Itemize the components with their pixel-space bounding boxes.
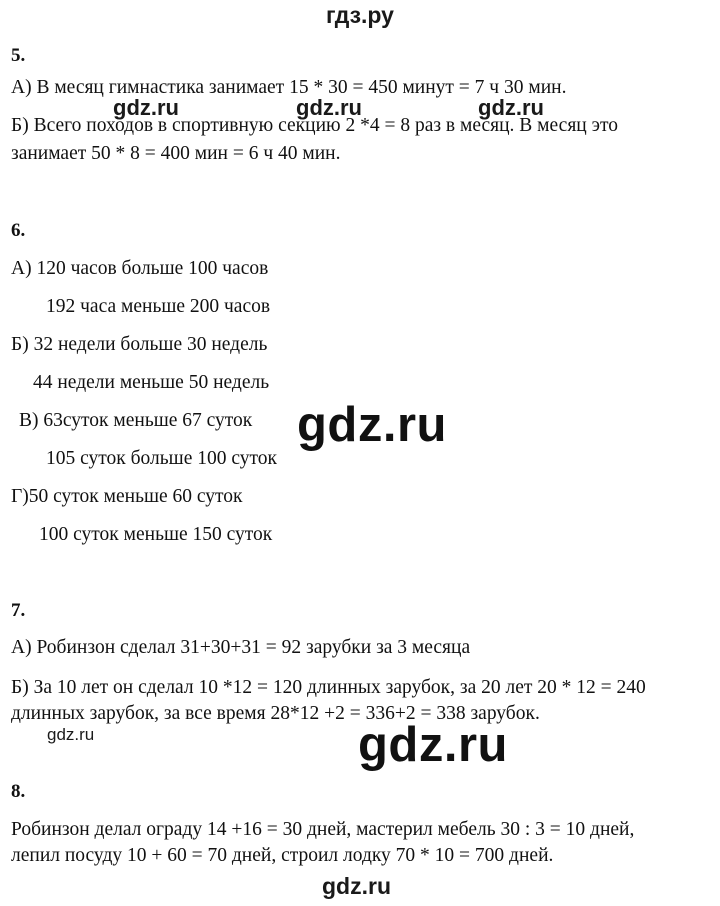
section-6-line: В) 63суток меньше 67 суток	[19, 410, 253, 431]
section-8-line-1: Робинзон делал ограду 14 +16 = 30 дней, мастерил мебель 30 : 3 = 10 дней,	[11, 819, 635, 840]
section-7-number: 7.	[11, 600, 26, 621]
watermark-gdz-footer: gdz.ru	[322, 873, 391, 899]
section-6-line: 44 недели меньше 50 недель	[33, 372, 270, 393]
section-6-number: 6.	[11, 220, 26, 241]
watermark-gdz: gdz.ru	[113, 95, 179, 120]
section-6-line: Б) 32 недели больше 30 недель	[11, 334, 268, 355]
section-6-line: 105 суток больше 100 суток	[46, 448, 277, 469]
section-6-line: 192 часа меньше 200 часов	[46, 296, 271, 317]
watermark-gdz: gdz.ru	[296, 95, 362, 120]
section-5-line-b1: Б) Всего походов в спортивную секцию 2 *4 = 8 раз в месяц. В месяц это	[11, 115, 618, 136]
watermark-gdz-large: gdz.ru	[297, 398, 447, 452]
section-8-line-2: лепил посуду 10 + 60 = 70 дней, строил лодку 70 * 10 = 700 дней.	[11, 845, 554, 866]
section-7-line-b1: Б) За 10 лет он сделал 10 *12 = 120 длинных зарубок, за 20 лет 20 * 12 = 240	[11, 677, 646, 698]
section-5-line-b2: занимает 50 * 8 = 400 мин = 6 ч 40 мин.	[11, 143, 341, 164]
section-5-number: 5.	[11, 45, 26, 66]
section-7-line-b2: длинных зарубок, за все время 28*12 +2 = 336+2 = 338 зарубок.	[11, 703, 540, 724]
section-6-line: 100 суток меньше 150 суток	[39, 524, 273, 545]
watermark-gdz-small: gdz.ru	[47, 725, 95, 744]
watermark-gdz: gdz.ru	[478, 95, 544, 120]
section-7-line-a: А) Робинзон сделал 31+30+31 = 92 зарубки за 3 месяца	[11, 637, 471, 658]
site-header: гдз.ру	[326, 2, 394, 28]
watermark-gdz-large: gdz.ru	[358, 718, 508, 772]
section-5-line-a: А) В месяц гимнастика занимает 15 * 30 = 450 минут = 7 ч 30 мин.	[11, 77, 567, 98]
section-6-line: А) 120 часов больше 100 часов	[11, 258, 269, 279]
section-6-line: Г)50 суток меньше 60 суток	[11, 486, 243, 507]
section-8-number: 8.	[11, 781, 26, 802]
